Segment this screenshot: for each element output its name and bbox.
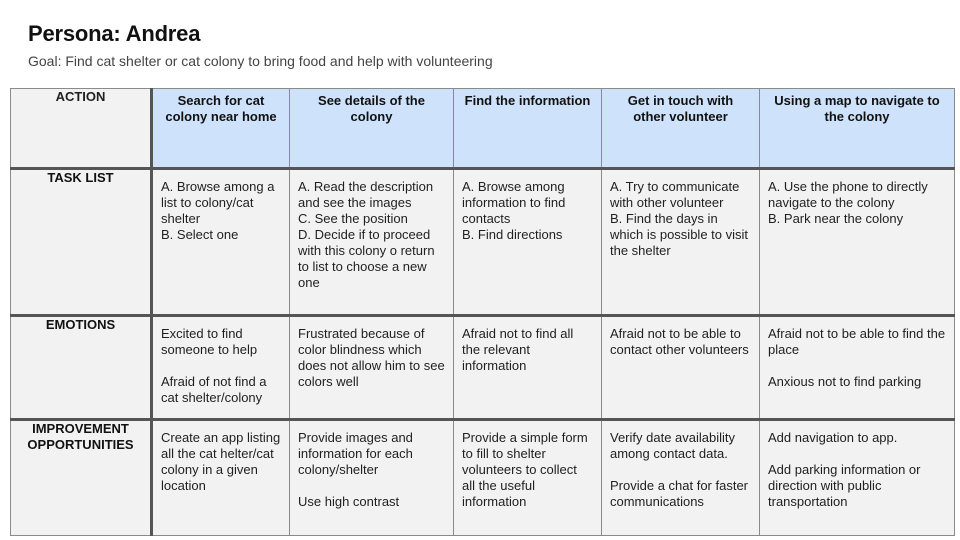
table-cell	[152, 316, 290, 420]
cell-line: Provide images and information for each colony/shelter	[298, 430, 413, 477]
cell-line: Frustrated because of color blindness which does not allow him to see colors well	[298, 326, 445, 389]
journey-map-table	[10, 88, 955, 536]
cell-line: Excited to find someone to help	[161, 326, 258, 357]
stage-label: Get in touch with other volunteer	[627, 93, 734, 124]
cell-line: Anxious not to find parking	[768, 374, 922, 389]
cell-line: Provide a chat for faster communications	[610, 478, 749, 509]
cell-line: Afraid not to find all the relevant information	[462, 326, 574, 373]
cell-line: A. Read the description and see the images	[298, 179, 434, 210]
task-list-row	[11, 169, 955, 316]
cell-line: A. Use the phone to directly navigate to the colony	[768, 179, 928, 210]
stage-header	[760, 89, 955, 169]
cell-line: Afraid of not find a cat shelter/colony	[161, 374, 267, 405]
cell-line: A. Browse among a list to colony/cat shelter	[161, 179, 275, 226]
cell-line: Add parking information or direction with public transportation	[768, 462, 921, 509]
emotions-row	[11, 316, 955, 420]
cell-line: A. Browse among information to find contacts	[462, 179, 566, 226]
table-cell	[290, 169, 454, 316]
cell-line: Add navigation to app.	[768, 430, 898, 445]
cell-line: Verify date availability among contact data.	[610, 430, 736, 461]
row-label-improvement-opportunities: IMPROVEMENT OPPORTUNITIES	[11, 420, 152, 536]
row-label-task-list: TASK LIST	[11, 169, 152, 316]
stage-header	[602, 89, 760, 169]
stage-header-row	[11, 89, 955, 169]
cell-line: A. Try to communicate with other volunteer	[610, 179, 740, 210]
cell-line	[161, 358, 281, 374]
cell-line	[610, 462, 751, 478]
table-cell	[152, 420, 290, 536]
table-cell	[602, 316, 760, 420]
table-cell	[454, 420, 602, 536]
cell-line	[768, 358, 946, 374]
improvement-opportunities-row	[11, 420, 955, 536]
persona-goal: Goal: Find cat shelter or cat colony to bring food and help with volunteering	[28, 53, 493, 69]
stage-header	[152, 89, 290, 169]
table-cell	[602, 420, 760, 536]
cell-line: D. Decide if to proceed with this colony o return to list to choose a new one	[298, 227, 435, 290]
table-cell	[760, 420, 955, 536]
table-cell	[454, 169, 602, 316]
cell-line: Provide a simple form to fill to shelter volunteers to collect all the useful information	[462, 430, 588, 509]
stage-header	[290, 89, 454, 169]
cell-line: Afraid not to be able to find the place	[768, 326, 946, 357]
table-cell	[152, 169, 290, 316]
table-cell	[760, 316, 955, 420]
cell-line: B. Find directions	[462, 227, 563, 242]
action-header: ACTION	[11, 89, 152, 169]
stage-label: See details of the colony	[318, 93, 425, 124]
cell-line: B. Select one	[161, 227, 239, 242]
cell-line: Create an app listing all the cat helter/cat colony in a given location	[161, 430, 281, 493]
cell-line	[768, 446, 946, 462]
table-cell	[760, 169, 955, 316]
row-label-emotions: EMOTIONS	[11, 316, 152, 420]
cell-line: B. Find the days in which is possible to visit the shelter	[610, 211, 748, 258]
cell-line: B. Park near the colony	[768, 211, 904, 226]
table-cell	[290, 420, 454, 536]
cell-line: Use high contrast	[298, 494, 400, 509]
persona-title: Persona: Andrea	[28, 21, 201, 46]
table-cell	[602, 169, 760, 316]
stage-label: Search for cat colony near home	[165, 93, 277, 124]
cell-line	[298, 478, 445, 494]
stage-label: Find the information	[464, 93, 591, 108]
cell-line: Afraid not to be able to contact other volunteers	[610, 326, 749, 357]
table-cell	[454, 316, 602, 420]
table-cell	[290, 316, 454, 420]
cell-line: C. See the position	[298, 211, 408, 226]
stage-label: Using a map to navigate to the colony	[774, 93, 940, 124]
stage-header	[454, 89, 602, 169]
